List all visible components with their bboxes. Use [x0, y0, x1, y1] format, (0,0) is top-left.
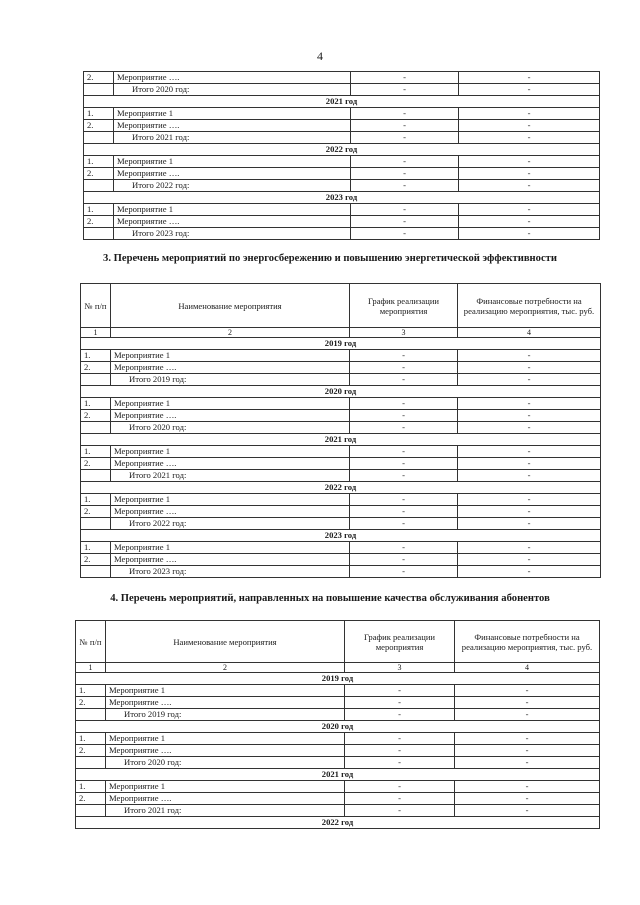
schedule-value: - [345, 757, 455, 769]
total-row [84, 84, 600, 96]
table-row [76, 733, 600, 745]
section-3-title: 3. Перечень мероприятий по энергосбережению и повышению энергетической эффективности [103, 253, 557, 264]
year-row [84, 144, 600, 156]
event-name: Мероприятие 1 [114, 204, 351, 216]
row-number: 2. [81, 410, 111, 422]
finance-value: - [458, 518, 601, 530]
table-row [76, 685, 600, 697]
schedule-value: - [350, 542, 458, 554]
event-name: Мероприятие …. [106, 793, 345, 805]
finance-value: - [458, 554, 601, 566]
finance-value: - [455, 733, 600, 745]
row-number: 1. [76, 685, 106, 697]
row-number [81, 422, 111, 434]
table-row [81, 410, 601, 422]
finance-value: - [458, 458, 601, 470]
schedule-value: - [350, 494, 458, 506]
col-number: 1 [81, 328, 111, 338]
table-row [84, 108, 600, 120]
total-label: Итого 2020 год: [111, 422, 350, 434]
event-name: Мероприятие 1 [111, 494, 350, 506]
table-row [81, 446, 601, 458]
year-row [81, 338, 601, 350]
schedule-value: - [345, 709, 455, 721]
table-row [81, 458, 601, 470]
finance-value: - [458, 446, 601, 458]
table-row [81, 506, 601, 518]
schedule-value: - [351, 108, 459, 120]
schedule-value: - [350, 470, 458, 482]
schedule-value: - [350, 422, 458, 434]
finance-value: - [459, 204, 600, 216]
schedule-value: - [351, 132, 459, 144]
schedule-value: - [351, 216, 459, 228]
header-finance: Финансовые потребности на реализацию мероприятия, тыс. руб. [455, 621, 600, 663]
event-name: Мероприятие …. [114, 168, 351, 180]
table-row [76, 781, 600, 793]
total-row [76, 805, 600, 817]
header-num: № п/п [76, 621, 106, 663]
total-row [76, 709, 600, 721]
row-number: 1. [81, 446, 111, 458]
row-number [81, 566, 111, 578]
row-number: 2. [81, 506, 111, 518]
schedule-value: - [345, 805, 455, 817]
year-label: 2022 год [81, 482, 601, 494]
page-number: 4 [317, 49, 323, 63]
year-label: 2020 год [81, 386, 601, 398]
event-name: Мероприятие …. [111, 362, 350, 374]
finance-value: - [459, 132, 600, 144]
row-number: 1. [84, 204, 114, 216]
total-label: Итого 2021 год: [114, 132, 351, 144]
finance-value: - [455, 745, 600, 757]
finance-value: - [458, 374, 601, 386]
finance-value: - [459, 168, 600, 180]
col-number: 1 [76, 663, 106, 673]
finance-value: - [459, 180, 600, 192]
year-label: 2021 год [81, 434, 601, 446]
row-number [84, 180, 114, 192]
event-name: Мероприятие …. [114, 120, 351, 132]
total-label: Итого 2021 год: [106, 805, 345, 817]
table-row [84, 204, 600, 216]
event-name: Мероприятие …. [106, 745, 345, 757]
row-number: 2. [84, 168, 114, 180]
total-label: Итого 2020 год: [114, 84, 351, 96]
total-label: Итого 2021 год: [111, 470, 350, 482]
total-row [81, 566, 601, 578]
header-schedule: График реализации мероприятия [345, 621, 455, 663]
table-row [81, 362, 601, 374]
row-number [81, 470, 111, 482]
row-number: 1. [84, 156, 114, 168]
row-number [84, 84, 114, 96]
schedule-value: - [345, 781, 455, 793]
finance-value: - [455, 685, 600, 697]
row-number [81, 374, 111, 386]
finance-value: - [458, 494, 601, 506]
total-label: Итого 2023 год: [111, 566, 350, 578]
total-row [81, 374, 601, 386]
row-number [81, 518, 111, 530]
year-row [76, 673, 600, 685]
finance-value: - [458, 410, 601, 422]
table-row [76, 745, 600, 757]
finance-value: - [459, 72, 600, 84]
event-name: Мероприятие 1 [111, 350, 350, 362]
row-number: 2. [76, 697, 106, 709]
year-label: 2022 год [76, 817, 600, 829]
row-number: 2. [76, 745, 106, 757]
finance-value: - [458, 470, 601, 482]
finance-value: - [455, 793, 600, 805]
table-row [84, 216, 600, 228]
finance-value: - [458, 542, 601, 554]
schedule-value: - [351, 84, 459, 96]
section-3-table [80, 283, 601, 578]
row-number: 2. [84, 72, 114, 84]
header-num: № п/п [81, 284, 111, 328]
row-number: 2. [81, 362, 111, 374]
row-number: 1. [81, 398, 111, 410]
row-number: 1. [81, 494, 111, 506]
year-row [81, 530, 601, 542]
header-name: Наименование мероприятия [111, 284, 350, 328]
schedule-value: - [351, 228, 459, 240]
year-row [81, 434, 601, 446]
year-label: 2019 год [76, 673, 600, 685]
schedule-value: - [350, 374, 458, 386]
row-number: 1. [76, 733, 106, 745]
table-row [81, 494, 601, 506]
finance-value: - [458, 506, 601, 518]
section-4-title: 4. Перечень мероприятий, направленных на повышение качества обслуживания абонентов [110, 593, 550, 604]
schedule-value: - [345, 745, 455, 757]
row-number: 2. [81, 458, 111, 470]
total-label: Итого 2022 год: [111, 518, 350, 530]
finance-value: - [458, 422, 601, 434]
event-name: Мероприятие …. [111, 506, 350, 518]
header-finance: Финансовые потребности на реализацию мероприятия, тыс. руб. [458, 284, 601, 328]
event-name: Мероприятие …. [114, 216, 351, 228]
schedule-value: - [351, 168, 459, 180]
row-number: 2. [84, 216, 114, 228]
table-row [84, 120, 600, 132]
finance-value: - [455, 709, 600, 721]
finance-value: - [459, 228, 600, 240]
row-number: 2. [76, 793, 106, 805]
row-number: 1. [76, 781, 106, 793]
year-row [84, 96, 600, 108]
year-label: 2021 год [76, 769, 600, 781]
row-number [76, 709, 106, 721]
col-number: 4 [458, 328, 601, 338]
year-label: 2023 год [84, 192, 600, 204]
schedule-value: - [350, 446, 458, 458]
finance-value: - [455, 805, 600, 817]
table-row [81, 542, 601, 554]
event-name: Мероприятие …. [111, 458, 350, 470]
schedule-value: - [350, 566, 458, 578]
row-number [76, 757, 106, 769]
event-name: Мероприятие 1 [106, 733, 345, 745]
total-label: Итого 2019 год: [111, 374, 350, 386]
schedule-value: - [351, 120, 459, 132]
year-label: 2021 год [84, 96, 600, 108]
total-row [81, 422, 601, 434]
section-4-table [75, 620, 600, 829]
total-label: Итого 2020 год: [106, 757, 345, 769]
event-name: Мероприятие …. [111, 410, 350, 422]
row-number: 2. [84, 120, 114, 132]
finance-value: - [455, 697, 600, 709]
col-number: 3 [350, 328, 458, 338]
total-row [84, 132, 600, 144]
schedule-value: - [350, 410, 458, 422]
year-label: 2022 год [84, 144, 600, 156]
finance-value: - [455, 781, 600, 793]
year-label: 2020 год [76, 721, 600, 733]
year-row [84, 192, 600, 204]
year-row [81, 386, 601, 398]
year-label: 2019 год [81, 338, 601, 350]
finance-value: - [459, 216, 600, 228]
year-label: 2023 год [81, 530, 601, 542]
table-row [81, 554, 601, 566]
total-row [76, 757, 600, 769]
schedule-value: - [350, 554, 458, 566]
schedule-value: - [350, 518, 458, 530]
table-row [84, 156, 600, 168]
event-name: Мероприятие 1 [114, 108, 351, 120]
total-label: Итого 2019 год: [106, 709, 345, 721]
schedule-value: - [351, 72, 459, 84]
finance-value: - [459, 156, 600, 168]
event-name: Мероприятие 1 [111, 398, 350, 410]
event-name: Мероприятие 1 [106, 781, 345, 793]
event-name: Мероприятие 1 [106, 685, 345, 697]
row-number [84, 228, 114, 240]
event-name: Мероприятие …. [114, 72, 351, 84]
header-schedule: График реализации мероприятия [350, 284, 458, 328]
table-row [81, 398, 601, 410]
schedule-value: - [350, 350, 458, 362]
schedule-value: - [351, 180, 459, 192]
schedule-value: - [345, 685, 455, 697]
total-row [81, 518, 601, 530]
schedule-value: - [350, 458, 458, 470]
header-name: Наименование мероприятия [106, 621, 345, 663]
year-row [76, 817, 600, 829]
total-label: Итого 2023 год: [114, 228, 351, 240]
event-name: Мероприятие …. [111, 554, 350, 566]
year-row [76, 721, 600, 733]
finance-value: - [458, 362, 601, 374]
event-name: Мероприятие …. [106, 697, 345, 709]
finance-value: - [458, 566, 601, 578]
schedule-value: - [345, 733, 455, 745]
total-row [84, 228, 600, 240]
row-number: 1. [81, 350, 111, 362]
year-row [81, 482, 601, 494]
year-row [76, 769, 600, 781]
event-name: Мероприятие 1 [111, 446, 350, 458]
finance-value: - [459, 84, 600, 96]
table-row [81, 350, 601, 362]
table-row [76, 697, 600, 709]
schedule-value: - [351, 204, 459, 216]
table-row [84, 72, 600, 84]
event-name: Мероприятие 1 [111, 542, 350, 554]
col-number: 4 [455, 663, 600, 673]
continued-table [83, 71, 600, 240]
schedule-value: - [350, 506, 458, 518]
col-number: 3 [345, 663, 455, 673]
finance-value: - [458, 398, 601, 410]
row-number: 1. [81, 542, 111, 554]
table-row [76, 793, 600, 805]
schedule-value: - [351, 156, 459, 168]
finance-value: - [459, 108, 600, 120]
row-number [84, 132, 114, 144]
schedule-value: - [350, 398, 458, 410]
table-row [84, 168, 600, 180]
finance-value: - [455, 757, 600, 769]
schedule-value: - [345, 793, 455, 805]
event-name: Мероприятие 1 [114, 156, 351, 168]
row-number [76, 805, 106, 817]
col-number: 2 [106, 663, 345, 673]
row-number: 2. [81, 554, 111, 566]
finance-value: - [459, 120, 600, 132]
row-number: 1. [84, 108, 114, 120]
col-number: 2 [111, 328, 350, 338]
total-label: Итого 2022 год: [114, 180, 351, 192]
total-row [84, 180, 600, 192]
total-row [81, 470, 601, 482]
finance-value: - [458, 350, 601, 362]
schedule-value: - [350, 362, 458, 374]
schedule-value: - [345, 697, 455, 709]
